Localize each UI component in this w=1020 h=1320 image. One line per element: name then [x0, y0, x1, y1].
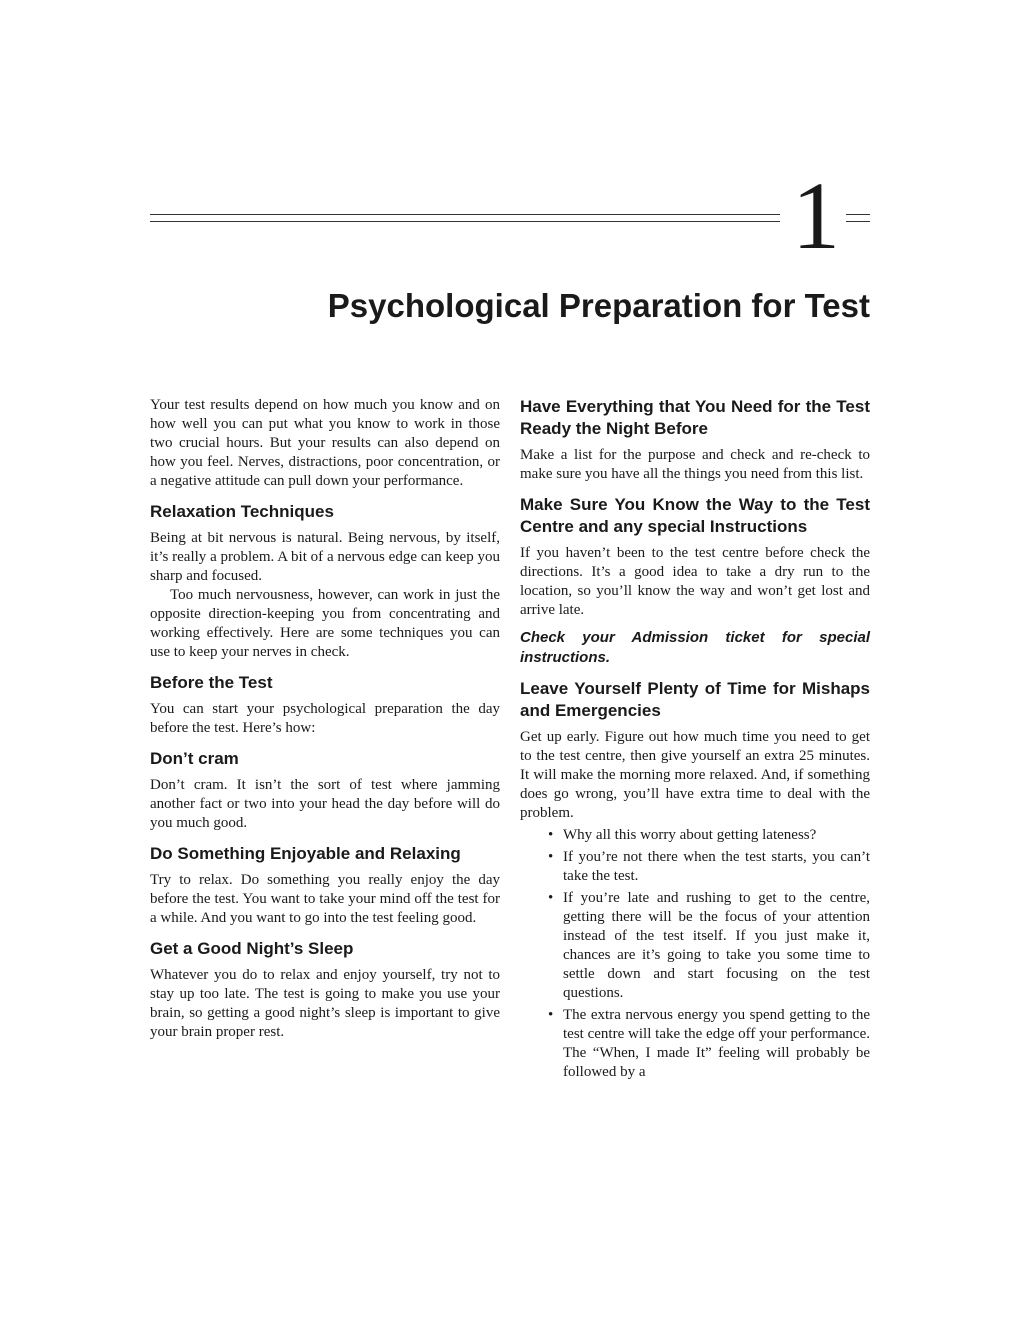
list-item	[520, 889, 870, 1003]
list-item-text: If you’re late and rushing to get to the centre, getting there will be the focus of your attention instead of the test itself. If you just make it, chances are it’s going to take you some time to settle down and start focusing on the test questions.	[563, 890, 870, 1001]
know-way-paragraph: If you haven’t been to the test centre before check the directions. It’s a good idea to take a dry run to the location, so you’ll know the way and won’t get lost and arrive late.	[520, 545, 870, 618]
list-item-text: The extra nervous energy you spend getting to the test centre will take the edge off your performance. The “When, I made It” feeling will probably be followed by a	[563, 1007, 870, 1080]
chapter-title: Psychological Preparation for Test	[327, 287, 870, 324]
chapter-number: 1	[792, 162, 840, 269]
dont-cram-paragraph: Don’t cram. It isn’t the sort of test where jamming another fact or two into your head the day before will do you much good.	[150, 777, 500, 831]
before-test-paragraph: You can start your psychological preparation the day before the test. Here’s how:	[150, 701, 500, 736]
bullet-icon: •	[548, 890, 554, 906]
enjoyable-heading: Do Something Enjoyable and Relaxing	[150, 844, 461, 863]
everything-heading: Have Everything that You Need for the Test Ready the Night Before	[520, 397, 870, 438]
list-item	[520, 826, 870, 845]
sleep-heading: Get a Good Night’s Sleep	[150, 939, 354, 958]
plenty-time-paragraph: Get up early. Figure out how much time you need to get to the test centre, then give yourself an extra 25 minutes. It will make the morning more relaxed. And, if something does go wrong, you’ll have extra time to deal with the problem.	[520, 729, 870, 821]
before-test-heading: Before the Test	[150, 673, 273, 692]
chapter-rule-right	[846, 214, 870, 222]
enjoyable-paragraph: Try to relax. Do something you really enjoy the day before the test. You want to take your mind off the test for a while. And you want to go into the test feeling good.	[150, 872, 500, 926]
know-way-heading: Make Sure You Know the Way to the Test Centre and any special Instructions	[520, 495, 870, 536]
bullet-icon: •	[548, 1007, 554, 1023]
list-item	[520, 848, 870, 886]
relaxation-paragraph-1: Being at bit nervous is natural. Being nervous, by itself, it’s really a problem. A bit of a nervous edge can keep you sharp and focused.	[150, 530, 500, 584]
reasons-list	[520, 826, 870, 1082]
intro-paragraph: Your test results depend on how much you know and on how well you can put what you know to work in those two crucial hours. But your results can also depend on how you feel. Nerves, distractions, poor concentration, or a negative attitude can pull down your performance.	[150, 397, 500, 489]
sleep-paragraph: Whatever you do to relax and enjoy yourself, try not to stay up too late. The test is going to make you use your brain, so getting a good night’s sleep is important to give your brain proper rest.	[150, 967, 500, 1040]
bullet-icon: •	[548, 849, 554, 865]
dont-cram-heading: Don’t cram	[150, 749, 239, 768]
admission-note: Check your Admission ticket for special instructions.	[520, 629, 870, 666]
right-column	[520, 396, 870, 1085]
relaxation-heading: Relaxation Techniques	[150, 502, 334, 521]
left-column	[150, 396, 500, 1042]
relaxation-paragraph-2: Too much nervousness, however, can work in just the opposite direction-keeping you from concentrating and working effectively. Here are some techniques you can use to keep your nerves in check.	[150, 587, 500, 660]
list-item	[520, 1006, 870, 1082]
everything-paragraph: Make a list for the purpose and check and re-check to make sure you have all the things you need from this list.	[520, 447, 870, 482]
list-item-text: If you’re not there when the test starts, you can’t take the test.	[563, 849, 870, 884]
bullet-icon: •	[548, 827, 554, 843]
list-item-text: Why all this worry about getting lateness?	[563, 827, 817, 843]
chapter-rule-left	[150, 214, 780, 222]
plenty-time-heading: Leave Yourself Plenty of Time for Mishaps and Emergencies	[520, 679, 870, 720]
